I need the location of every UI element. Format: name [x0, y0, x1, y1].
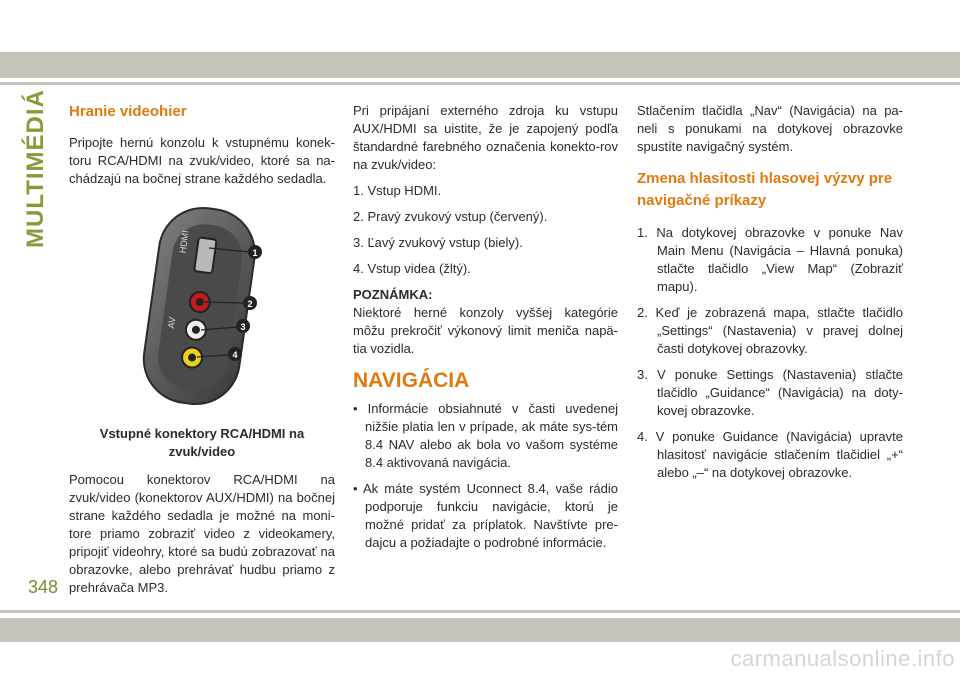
list-item: 3. V ponuke Settings (Nastavenia) stlačte tlačidlo „Guidance“ (Navigácia) na doty-kovej obrazovke. — [637, 367, 903, 418]
list-item: 4. V ponuke Guidance (Navigácia) upravte hlasitosť navigácie stlačením tlačidiel „+“ alebo „–“ na dotykovej obrazovke. — [637, 429, 903, 480]
nav-intro: Stlačením tlačidla „Nav“ (Navigácia) na pa-neli s ponukami na dotykovej obrazovke spustíte navigačný systém. — [637, 103, 903, 154]
svg-text:1: 1 — [252, 248, 258, 258]
svg-text:4: 4 — [232, 350, 238, 360]
list-item: • Informácie obsiahnuté v časti uvedenej nižšie platia len v prípade, ak máte sys-tém 8.4 NAV alebo ak bola vo vašom systéme 8.4 aktivovaná navigácia. — [353, 401, 618, 470]
heading-video-games: Hranie videohier — [69, 103, 187, 120]
steps-list — [637, 224, 903, 482]
hdmi-port — [194, 237, 217, 273]
list-item: 3. Ľavý zvukový vstup (biely). — [353, 235, 523, 250]
header-rule — [0, 82, 960, 85]
column-1 — [69, 102, 335, 605]
watermark: carmanualsonline.info — [730, 646, 955, 671]
svg-text:2: 2 — [247, 299, 253, 309]
hdmi-label: HDMI — [177, 229, 191, 254]
column-2 — [353, 102, 618, 560]
footer-bar — [0, 618, 960, 642]
av-label: AV — [165, 316, 178, 329]
section-tab: MULTIMÉDIÁ — [22, 89, 49, 248]
connection-intro: Pri pripájaní externého zdroja ku vstupu AUX/HDMI sa uistite, že je zapojený podľa štandardné farebného označenia konekto-rov na zvuk/video: — [353, 103, 618, 172]
column-3 — [637, 102, 903, 490]
note-heading: POZNÁMKA: — [353, 287, 433, 302]
list-item: 1. Vstup HDMI. — [353, 183, 442, 198]
list-item: 2. Pravý zvukový vstup (červený). — [353, 209, 548, 224]
header-bar — [0, 52, 960, 78]
list-item: 2. Keď je zobrazená mapa, stlačte tlačidlo „Settings“ (Nastavenia) v pravej dolnej časti dotykovej obrazovky. — [637, 305, 903, 356]
note-body: Niektoré herné konzoly vyššej kategórie môžu prekročiť výkonový limit meniča napä-tia vozidla. — [353, 305, 618, 356]
list-item: • Ak máte systém Uconnect 8.4, vaše rádio podporuje funkciu navigácie, ktorú je možné pridať za príplatok. Navštívte pre-dajcu a požiadajte o podrobné informácie. — [353, 481, 618, 550]
heading-voice-volume: Zmena hlasitosti hlasovej výzvy pre navigačné príkazy — [637, 170, 893, 209]
svg-text:3: 3 — [240, 322, 246, 332]
figure-caption: Vstupné konektory RCA/HDMI na zvuk/video — [99, 426, 305, 459]
footer-rule — [0, 610, 960, 613]
top-band — [0, 0, 960, 52]
navigation-heading: NAVIGÁCIA — [353, 369, 470, 392]
av-connector-figure — [69, 198, 335, 416]
list-item: 1. Na dotykovej obrazovke v ponuke Nav Main Menu (Navigácia – Hlavná ponuka) stlačte tlačidlo „View Map“ (Zobraziť mapu). — [637, 225, 903, 294]
connector-list — [353, 182, 618, 278]
list-item: 4. Vstup videa (žltý). — [353, 261, 471, 276]
page-number: 348 — [28, 577, 59, 597]
navigation-bullets — [353, 400, 618, 552]
body-paragraph: Pomocou konektorov RCA/HDMI na zvuk/video (konektorov AUX/HDMI) na bočnej strane každého sedadla je možné na moni-tore priamo zobraziť video z videokamery, pripojiť videohry, ktoré sa budú zobrazovať na obrazovke, alebo prehrávať hudbu priamo z prehrávača MP3. — [69, 472, 335, 595]
intro-paragraph: Pripojte hernú konzolu k vstupnému konek-toru RCA/HDMI na zvuk/video, ktoré sa na-chádzajú na bočnej strane každého sedadla. — [69, 135, 335, 186]
